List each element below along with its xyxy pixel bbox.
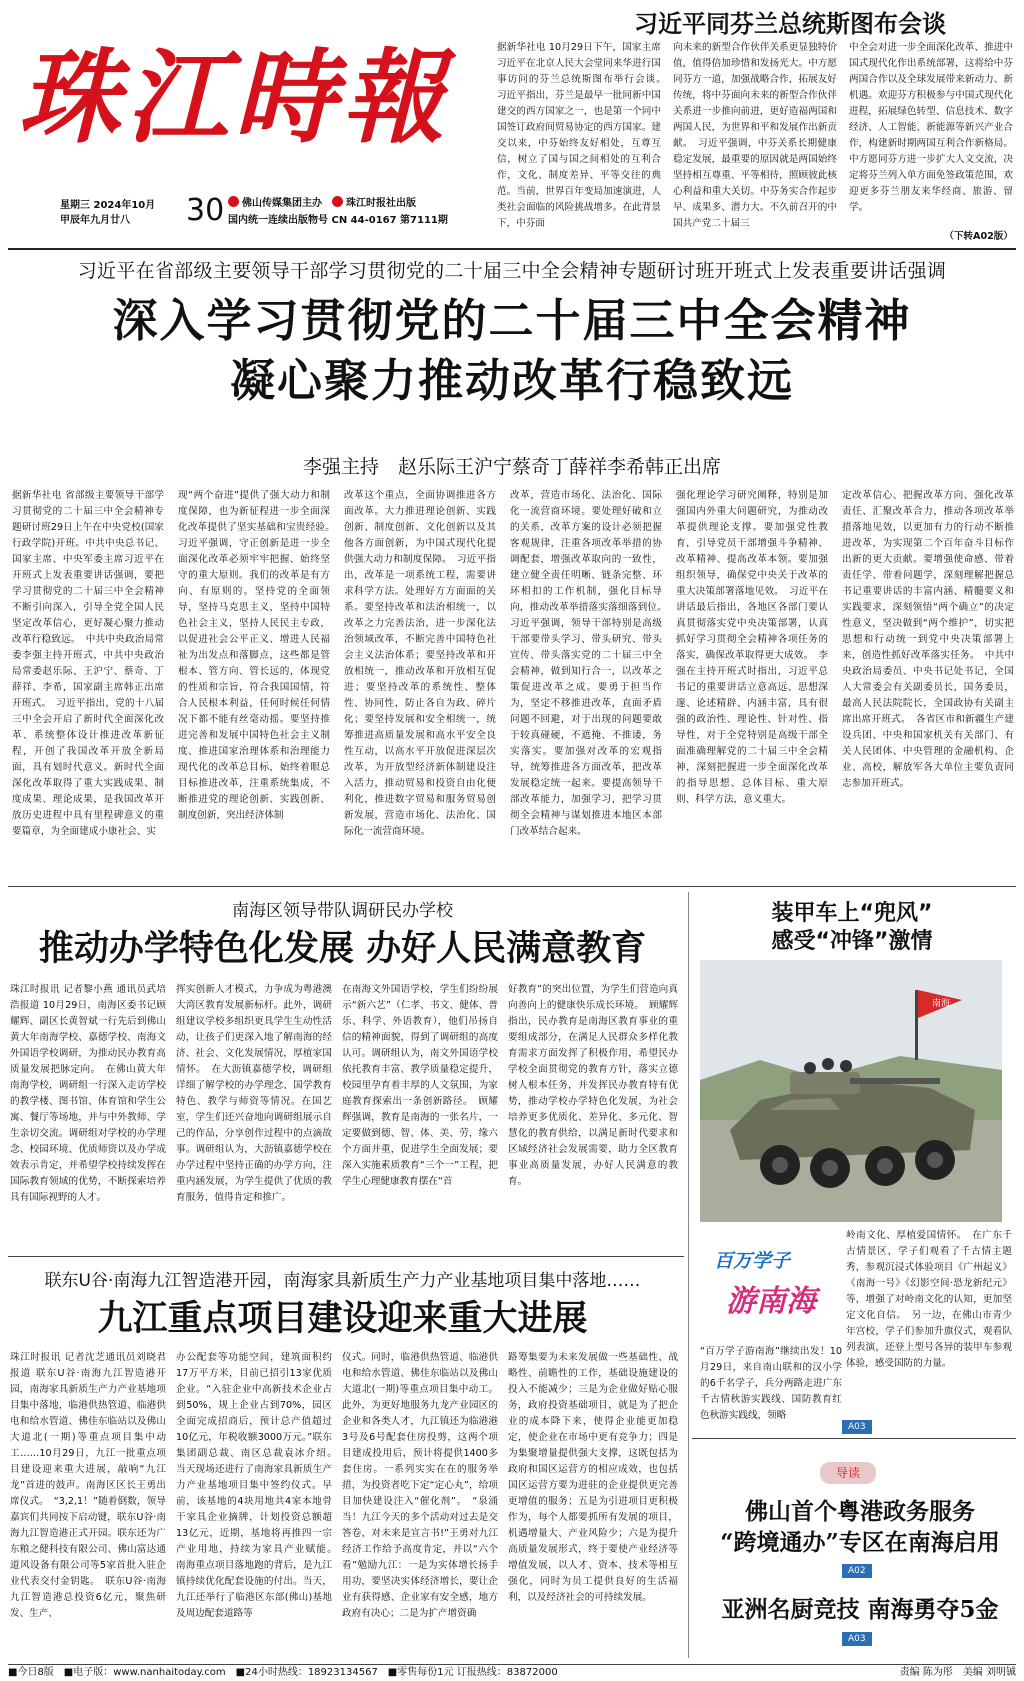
lead-subhead: 李强主持 赵乐际王沪宁蔡奇丁薛祥李希韩正出席 [302,456,721,478]
top-story-col: 据新华社电 10月29日下午，国家主席习近平在北京人民大会堂同来华进行国事访问的芬兰总统斯图布举行会谈。 习近平指出，芬兰是最早一批同新中国建交的西方国家之一，也是第一个同中国签订政府间贸易协定的西方国家。建交以来，中芬始终友好相处，互尊互信，树立了国与国之间相处的互利合作，文化、制度差异、平等交往的典范。当前，世界百年变局加速演进，人类社会面临的风险挑战增多。在此背景下，中芬面 [497,42,671,229]
story3-col: 路筹集要为未来发展做一些基础性、战略性、前瞻性的工作，基础设施建设的投入不能减少；三是为企业做好贴心服务，政府投资基础项目，就是为了把企业的成本降下来，使得企业能更加稳定，使企业在市场中更有竞争力；四是为集聚增量提供强大支撑，这既包括为政府和国区运营方的相应成效，也包括国区运营方要为进驻的企业提供更完善更增值的服务；五是为引进项目更积极作为，每个人都要抓所有发展的项目，机遇增量大、产业风险少；六是为提升高质量发展形式，终于要使产业经济等增值发展，以人才、资本、技术等相互强化，同时为员工提供良好的生活福利，以及经济社会的可持续发展。 [508,1352,678,1603]
footer-editors: 责编 陈为彤 美编 刘明铖 [899,1667,1016,1678]
campaign-badge: 百万学子 游南海 [700,1228,838,1340]
photo-caption: 岭南文化、厚植爱国情怀。 在广东千古情景区，学子们观看了千古情主题秀，参观沉浸式体验项目《广州起义》《南海一号》《幻影空间·恐龙新纪元》等，增强了对岭南文化的认知，更加坚定文化自信。 另一边，在佛山市青少年宫校，学子们参加升旗仪式，观看队列表演，还登上型号各异的装甲车参观体验，感受国防的力量。 [846,1230,1012,1369]
guide-label: 导读 [820,1462,876,1484]
story3-headline[interactable]: 九江重点项目建设迎来重大进展 [97,1299,588,1339]
story2-col: 挥实创新人才模式，力争成为粤港澳大湾区教育发展新标杆。此外，调研组建议学校多组织更具学生生动性活动，让孩子们更深入地了解南海的经济、社会、文化发展情况，厚植家国情怀。 在大沥镇嘉德学校，调研组详细了解学校的办学理念、国学教育特色、教学与师资等情况。在国艺室，学生们还兴奋地向调研组展示自己的作品，分享创作过程中的点滴故事。调研组认为，大沥镇嘉德学校在办学过程中坚持正确的办学方向，注重内涵发展，为学生提供了优质的教育服务，值得肯定和推广。 [176,984,332,1203]
publisher-primary: 佛山传媒集团主办 [228,196,348,211]
armored-vehicle-photo [700,960,1002,1222]
continued-link[interactable]: （下转A02版） [944,231,1013,242]
dateline-date: 星期三 2024年10月 甲辰年九月廿八 [60,200,156,226]
story2-col: 在南海文外国语学校，学生们纷纷展示“新六艺”（仁孝、书文、健体、普乐、科学、外语教育），他们吊扬自信的精神面貌，得到了调研组的高度认可。调研组认为，南文外国语学校依托教育丰富、教学质量稳定提升，校园里孕育着丰厚的人文氛围，为家庭教育探索出一条创新路径。 顾耀辉强调，教育是南海的一张名片，一定要做到德、智、体、美、劳，缘六个方面并重，促进学生全面发展；要深入实施素质教育“三个一”工程，把学生心理健康教育摆在“首 [342,984,498,1187]
top-story-col: 向未来的新型合作伙伴关系更显独特价值，值得倍加珍惜和发扬光大。中方愿同芬方一道，加强战略合作，拓展友好传统，将中芬面向未来的新型合作伙伴关系进一步推向前进，更好造福两国和两国人民，为世界和平和发展作出新贡献。 习近平强调，中芬关系长期健康稳定发展，最重要的原因就是两国始终坚持相互尊重、平等相待，照顾彼此核心利益和重大关切。中芬务实合作起步早、成果多、潜力大。不久前召开的中国共产党二十届三 [673,42,837,229]
story3-col: 办公配套等功能空间，建筑面积约17万平方米，目前已招引13家优质企业。“入驻企业中高新技术企业占到50%，规上企业占到70%，园区全面完成招商后，预计总产值超过10亿元，年税收额3000万元。”联东集团副总裁、南区总裁袁冰介绍。 当天现场还进行了南海家具新质生产力产业基地项目集中签约仪式。早前，该基地的4块用地共4家本地骨干家具企业摘牌，计划投资总额超13亿元，近期，基地将再推四一宗产业用地，持续为家具产业赋能。 南海重点项目落地跑的背后，是九江镇持续优化配套设施的付出。当天，九江还举行了临港区东部(佛山)基地及周边配套道路等 [176,1352,342,1619]
divider [8,248,1016,250]
story3-col: 珠江时报讯 记者沈芝通讯员刘晓君报道 联东U谷·南海九江智造港开园，南海家具新质生产力产业基地项目集中落地，临港供热管道、临港供电和给水管道、佛佳东临站以及佛山大道北(一期)等重点项目集中动工……10月29日，九江一批重点项目建设迎来重大进展，敲响“九江龙”首进的鼓声。南海区区长王勇出席仪式。 “3,2,1！”随着倒数，领导嘉宾们共同按下启动键，联东U谷·南海九江智造港正式开园。联东还为广东粮之健科技有限公司、佛山富达通道风设备有限公司等5家首批入驻企业代表交付金钥匙。 联东U谷·南海九江智造港总投资6亿元，聚焦研发、生产、 [10,1352,166,1619]
lead-col: 强化理论学习研究阐释，特别是加强国内外重大问题研究，为推动改革提供理论支撑。要加强党性教育，引导党员干部增强斗争精神、改革精神、提高改革本领。要加强组织领导，确保党中央关于改革的重大决策部署落地见效。 习近平在讲话最后指出，各地区各部门要认真贯彻落实党中央决策部署，认真抓好学习贯彻全会精神各项任务的落实，确保改革取得更大成效。 李强在主持开班式时指出，习近平总书记的重要讲话立意高远、思想深邃、论述精辟、内涵丰富，具有很强的政治性、理论性、针对性、指导性，对于全党特别是高级干部全面准确理解党的二十届三中全会精神，深刻把握进一步全面深化改革的指导思想、总体目标、重大原则、科学方法，意义重大。 [676,490,828,805]
dateline-day: 30 [186,193,225,228]
story2-headline[interactable]: 推动办学特色化发展 办好人民满意教育 [38,929,647,969]
armored-vehicle-illustration [700,960,1002,1222]
guide-item[interactable]: 佛山首个粤港政务服务 “跨境通办”专区在南海启用 [720,1498,1000,1556]
flag-text: 南海 [932,999,951,1009]
story3-col: 仪式。同时，临港供热管道、临港供电和给水管道、佛佳东临站以及佛山大道北(一期)等重点项目集中动工。此外，为更好地服务九龙产业园区的企业和各类人才，九江镇还为临港港3号及6号配套住房投剪，这两个项目建成投用后，预计将提供1400多套住房。一系列实实在在的服务举措，为投资者吃下定“定心丸”，给项目加快建设注入“催化剂”。 “泉涌当！九江今天的多个活动对过去是交答卷，对未来是宣言书!”王勇对九江经济工作给予高度肯定，并以“六个看”勉励九江：一是为实体增长扬手用功，要坚决实体经济增长，要让企业有获得感、企业家有安全感，地方政府有决心；二是为扩产增资确 [342,1352,498,1619]
divider [8,1256,684,1257]
lead-col: 据新华社电 省部级主要领导干部学习贯彻党的二十届三中全会精神专题研讨班29日上午在中央党校(国家行政学院)开班。中共中央总书记、国家主席、中央军委主席习近平在开班式上发表重要讲话强调，要把学习贯彻党的二十届三中全会精神不断引向深入，引导全党全国人民坚定改革信心，更好凝心聚力推动改革行稳致远。 中共中央政治局常委李强主持开班式，中共中央政治局常委赵乐际、王沪宁、蔡奇、丁薛祥、李希，国家副主席韩正出席开班式。 习近平指出，党的十八届三中全会开启了新时代全面深化改革、系统整体设计推进改革新征程，开创了我国改革开放全新局面，具有划时代意义。新时代全面深化改革取得了重大实践成果、制度成果、理论成果，是我国改革开放历史进程中具有里程碑意义的重要篇章，为全面建成小康社会、实 [12,490,164,837]
story3-kicker: 联东U谷·南海九江智造港开园，南海家具新质生产力产业基地项目集中落地…… [44,1271,641,1291]
divider [688,892,689,1658]
lead-col: 现“两个奋进”提供了强大动力和制度保障，也为新征程进一步全面深化改革提供了坚实基础和宝贵经验。 习近平强调，守正创新是进一步全面深化改革必须牢牢把握、始终坚守的重大原则。我们的改革是有方向、有原则的。坚持党的全面领导，坚持马克思主义，坚持中国特色社会主义，坚持人民民主专政，以促进社会公平正义、增进人民福祉为出发点和落脚点，这些都是管根本、管方向、管长远的，体现党的性质和宗旨，符合我国国情，符合人民根本利益，任何时候任何情况下都不能有丝毫动摇。要坚持推进完善和发展中国特色社会主义制度、推进国家治理体系和治理能力现代化的改革总目标，始终着眼总目标推进改革，注重系统集成，不断推进党的理论创新、实践创新、制度创新，突出经济体制 [178,490,340,821]
page-tag[interactable]: A03 [842,1632,872,1646]
publisher-logo-icon [332,196,343,207]
masthead-logo: 珠江時報 [18,38,450,158]
guide-item[interactable]: 亚洲名厨竞技 南海勇夺5金 [721,1596,999,1623]
divider [8,886,1016,887]
lead-col: 改革，营造市场化、法治化、国际化一流营商环境。要处理好破和立的关系，改革方案的设计必须把握客观规律，注重各项改革举措的协调配套，增强改革取向的一致性，建立健全责任明晰、链条完整、环环相扣的工作机制，强化目标导向，推动改革举措落实落细落到位。 习近平强调，领导干部特别是高级干部要带头学习、带头研究、带头宣传、带头落实党的二十届三中全会精神，做到知行合一，以改革之策促进改革之成。要勇于担当作为，坚定不移推进改革，直面矛盾问题不回避，对于出现的问题要敢于较真碰硬，不遮掩、不推诿，务实落实。要加强对改革的宏观指导，统筹推进各方面改革，把改革发展稳定统一起来。要提高领导干部改革能力，加强学习，把学习贯彻全会精神与谋划推进本地区本部门改革结合起来。 [510,490,672,837]
lead-col: 定改革信心、把握改革方向、强化改革责任、汇聚改革合力，推动各项改革举措落地见效，以更加有力的行动不断推进改革，为实现第二个百年奋斗目标作出新的更大贡献。要增强使命感、带着责任学、带着问题学，深刻理解把握总书记重要讲话的丰富内涵、精髓要义和实践要求，深刻领悟“两个确立”的决定性意义，坚决做到“两个维护”，切实把思想和行动统一到党中央决策部署上来，创造性抓好改革落实任务。 中共中央政治局委员、中央书记处书记，全国人大常委会有关副委员长，国务委员，最高人民法院院长，全国政协有关副主席出席开班式。 各省区市和新疆生产建设兵团、中央和国家机关有关部门、有关人民团体、中央管理的金融机构、企业、高校，解放军各大单位主要负责同志参加开班式。 [842,490,1014,789]
lead-headline[interactable]: 深入学习贯彻党的二十届三中全会精神 [112,294,912,347]
story2-col: 好教育”的突出位置，为学生们营造向真向善向上的健康快乐成长环境。 顾耀辉指出，民办教育是南海区教育事业的重要组成部分，在满足人民群众多样化教育需求方面发挥了积极作用，希望民办学校全面贯彻党的教育方针，落实立德树人根本任务，并发挥民办教育特有优势，推动学校办学特色化发展，为社会培养更多优质化、差异化、多元化、智慧化的教育供给，以满足新时代要求和区域经济社会发展需要，助力全区教育事业高质量发展，办好人民满意的教育。 [508,984,678,1187]
footer-info: ■今日8版 ■电子版：www.nanhaitoday.com ■24小时热线：18923134567 ■零售每份1元 订报热线：83872000 [8,1667,558,1678]
divider [692,1438,1016,1439]
page-tag[interactable]: A03 [842,1420,872,1434]
story2-col: 珠江时报讯 记者黎小燕 通讯员武培浩报道 10月29日，南海区委书记顾耀辉、副区长黄智斌一行先后到佛山黄大年南海学校、嘉德学校、南海文外国语学校调研，为推动民办教育高质量发展把脉定向。 在佛山黄大年南海学校，调研组一行深入走访学校的教学楼、图书馆、体育馆和学生公寓、餐厅等场地，并与中外教师、学生亲切交流。调研组对学校的办学理念、校园环境、优质师资以及办学成效表示肯定，并希望学校持续发挥在国际教育领域的优势，不断探索培养具有国际视野的人才。 [10,984,166,1203]
top-story-headline[interactable]: 习近平同芬兰总统斯图布会谈 [634,10,946,38]
publisher-secondary: 珠江时报社出版 [332,196,452,211]
lead-kicker: 习近平在省部级主要领导干部学习贯彻党的二十届三中全会精神专题研讨班开班式上发表重要讲话强调 [77,260,947,282]
registration-number: 国内统一连续出版物号 CN 44-0167 第7111期 [228,215,448,226]
dateline [60,193,480,230]
photo-lead: “百万学子游南海”继续出发！10月29日，来自南山联和的汉小学的6千名学子，兵分两路走进广东千古情秋游实践线、国防教育红色秋游实践线，领略 [700,1346,842,1421]
footer [8,1664,1016,1680]
story2-kicker: 南海区领导带队调研民办学校 [232,901,453,921]
lead-headline-line2[interactable]: 凝心聚力推动改革行稳致远 [229,354,794,407]
publisher-logo-icon [228,196,239,207]
lead-col: 改革这个重点，全面协调推进各方面改革。大力推进理论创新、实践创新、制度创新、文化创新以及其他各方面创新，为中国式现代化提供强大动力和制度保障。 习近平指出，改革是一项系统工程，需要讲求科学方法。处理好方方面面的关系。要坚持改革和法治相统一，以改革之力完善法治，进一步深化法治领域改革，不断完善中国特色社会主义法治体系；要坚持改革和开放相统一，推动改革和开放相互促进；要坚持改革的系统性、整体性、协同性，防止各自为政、碎片化；要坚持发展和安全相统一，统筹推进高质量发展和高水平安全良性互动，以高水平开放促进深层次改革，为开放型经济新体制建设注入活力，推动贸易和投资自由化便利化，推进数字贸易和服务贸易创新发展，营造市场化、法治化、国际化一流营商环境。 [344,490,496,837]
top-story-col: 中全会对进一步全面深化改革、推进中国式现代化作出系统部署，这将给中芬两国合作以及全球发展带来新动力、新机遇。欢迎芬方积极参与中国式现代化进程，拓展绿色转型、信息技术、数字经济、人工智能、新能源等新兴产业合作，构建新时期两国互利合作新格局。中方愿同芬方进一步扩大人文交流，决定将芬兰列入单方面免签政策范围，欢迎更多芬兰朋友来华经商、旅游、留学。 [849,42,1013,213]
page-tag[interactable]: A02 [842,1564,872,1578]
photo-story-headline[interactable]: 装甲车上“兜风” 感受“冲锋”激情 [771,901,933,954]
